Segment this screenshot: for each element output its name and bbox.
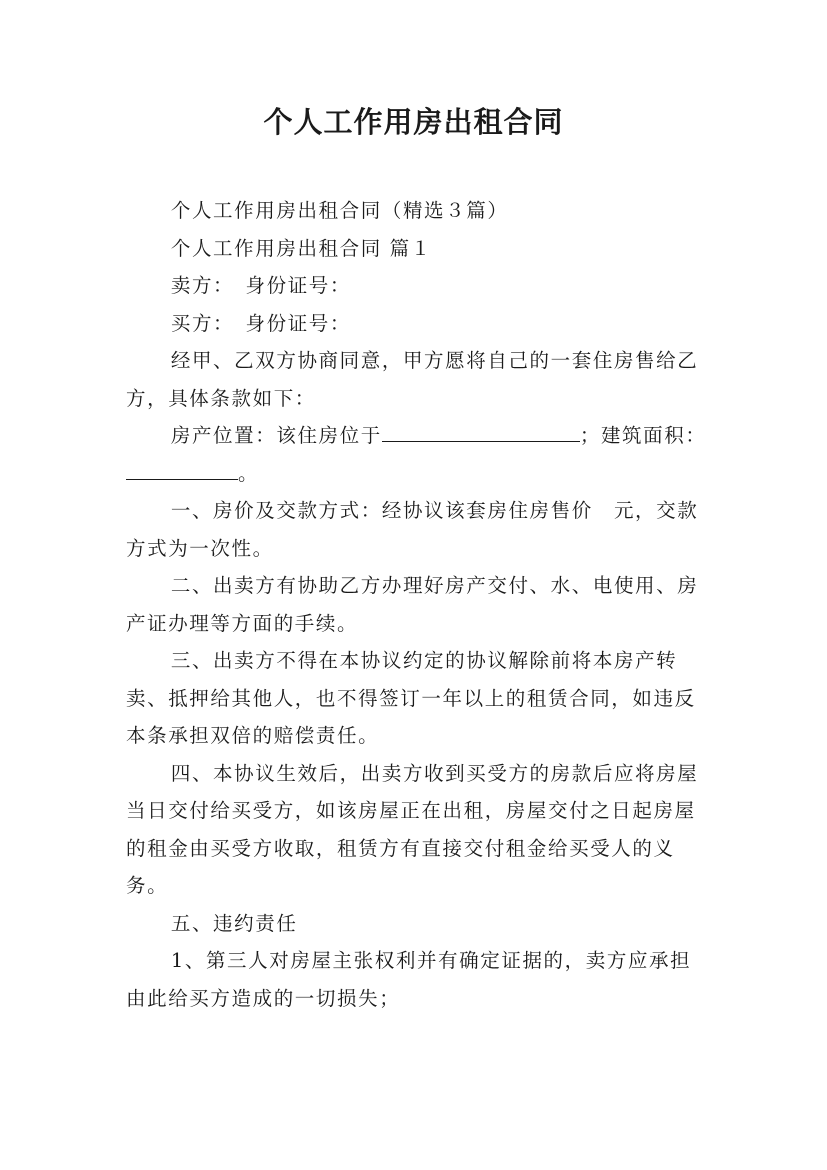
- building-area-blank: [126, 459, 238, 480]
- clause-3: 三、出卖方不得在本协议约定的协议解除前将本房产转卖、抵押给其他人，也不得签订一年以上的租赁合同，如违反本条承担双倍的赔偿责任。: [126, 649, 696, 747]
- property-location-blank: [382, 421, 580, 442]
- property-paragraph: [126, 417, 708, 492]
- clause-1: 一、房价及交款方式：经协议该套房住房售价 元，交款方式为一次性。: [126, 499, 699, 560]
- property-suffix: 。: [238, 461, 260, 485]
- clause-5-heading: 五、违约责任: [170, 911, 298, 935]
- clause-4: 四、本协议生效后，出卖方收到买受方的房款后应将房屋当日交付给买受方，如该房屋正在出租，房屋交付之日起房屋的租金由买受方收取，租赁方有直接交付租金给买受人的义务。: [126, 761, 699, 897]
- seller-line: 卖方： 身份证号：: [170, 274, 351, 297]
- clause-2: 二、出卖方有协助乙方办理好房产交付、水、电使用、房产证办理等方面的手续。: [126, 574, 699, 635]
- buyer-line: 买方： 身份证号：: [170, 311, 351, 335]
- subtitle: 个人工作用房出租合同（精选３篇）: [170, 199, 509, 222]
- property-prefix: 房产位置：该住房位于: [170, 424, 382, 447]
- document-title: 个人工作用房出租合同: [263, 105, 564, 139]
- clause-5-item-1: 1、第三人对房屋主张权利并有确定证据的，卖方应承担由此给买方造成的一切损失；: [126, 949, 692, 1010]
- document-body: [126, 192, 708, 1017]
- property-middle: ；建筑面积：: [579, 424, 707, 447]
- section-heading: 个人工作用房出租合同 篇１: [170, 236, 432, 260]
- intro-paragraph: 经甲、乙双方协商同意，甲方愿将自己的一套住房售给乙方，具体条款如下：: [126, 349, 699, 410]
